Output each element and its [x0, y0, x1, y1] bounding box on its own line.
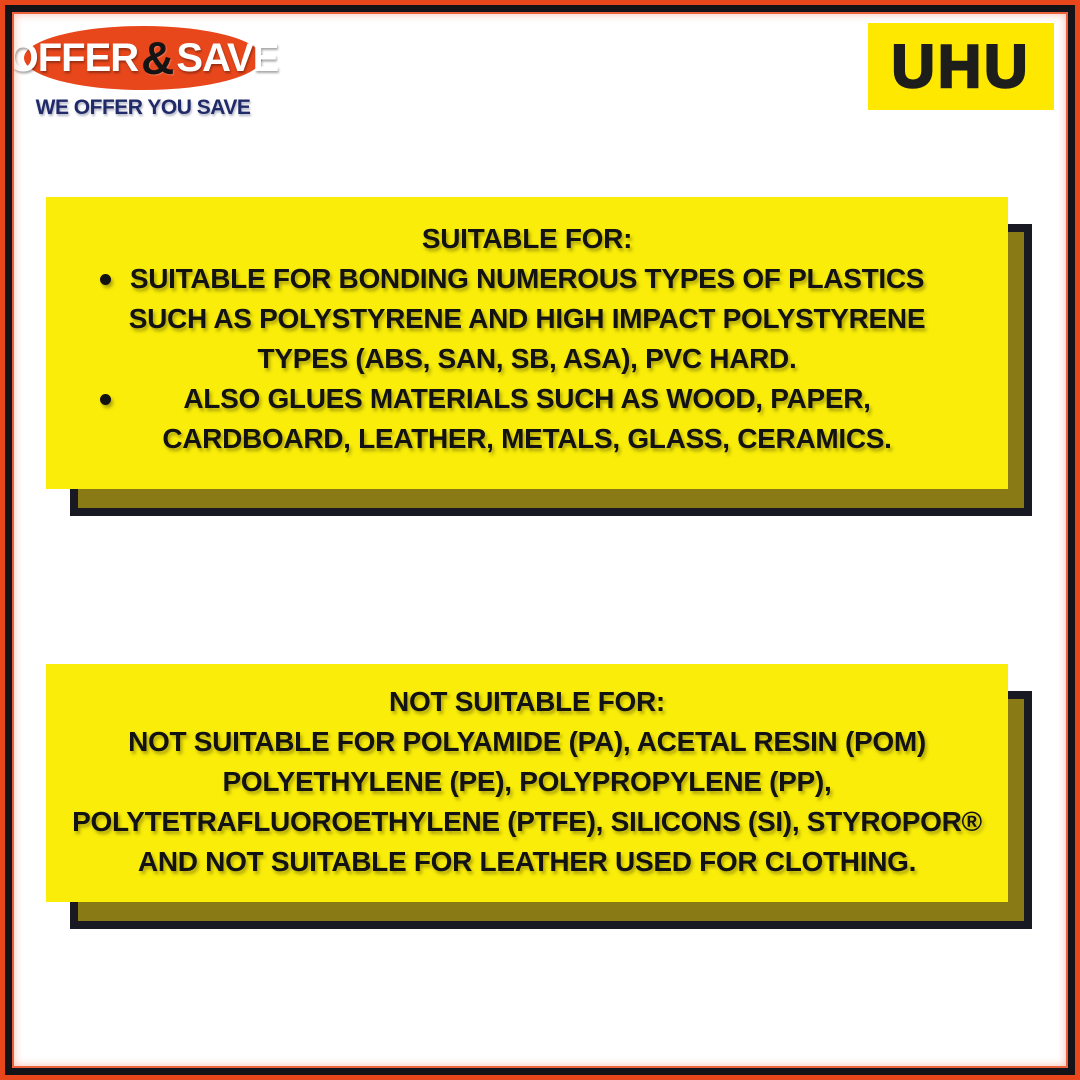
- list-item: [72, 259, 982, 379]
- not-suitable-card-heading: NOT SUITABLE FOR:: [389, 686, 665, 717]
- bullet-icon: [100, 394, 111, 405]
- not-suitable-card-body: NOT SUITABLE FOR POLYAMIDE (PA), ACETAL RESIN (POM) POLYETHYLENE (PE), POLYPROPYLENE (PP), POLYTETRAFLUOROETHYLENE (PTFE), SILICONS (SI), STYROPOR® AND NOT SUITABLE FOR LEATHER USED FOR CLOTHING.: [72, 726, 982, 877]
- not-suitable-card-wrapper: [46, 664, 1008, 902]
- uhu-logo: UHU: [868, 23, 1054, 110]
- suitable-card: [46, 197, 1008, 489]
- brand-tagline: WE OFFER YOU SAVE: [35, 96, 251, 119]
- bullet-text: SUITABLE FOR BONDING NUMEROUS TYPES OF PLASTICS SUCH AS POLYSTYRENE AND HIGH IMPACT POLYSTYRENE TYPES (ABS, SAN, SB, ASA), PVC HARD.: [128, 263, 926, 374]
- not-suitable-card: [46, 664, 1008, 902]
- offer-and-save-logo: [7, 26, 279, 90]
- bullet-icon: [100, 274, 111, 285]
- list-item: [72, 379, 982, 459]
- logo-word-offer: OFFER: [7, 35, 139, 80]
- suitable-card-wrapper: [46, 197, 1008, 489]
- logo-word-save: SAVE: [176, 35, 279, 80]
- bullet-text: ALSO GLUES MATERIALS SUCH AS WOOD, PAPER, CARDBOARD, LEATHER, METALS, GLASS, CERAMICS.: [162, 383, 892, 454]
- logo-ampersand: &: [141, 32, 174, 84]
- suitable-card-heading: SUITABLE FOR:: [421, 223, 633, 254]
